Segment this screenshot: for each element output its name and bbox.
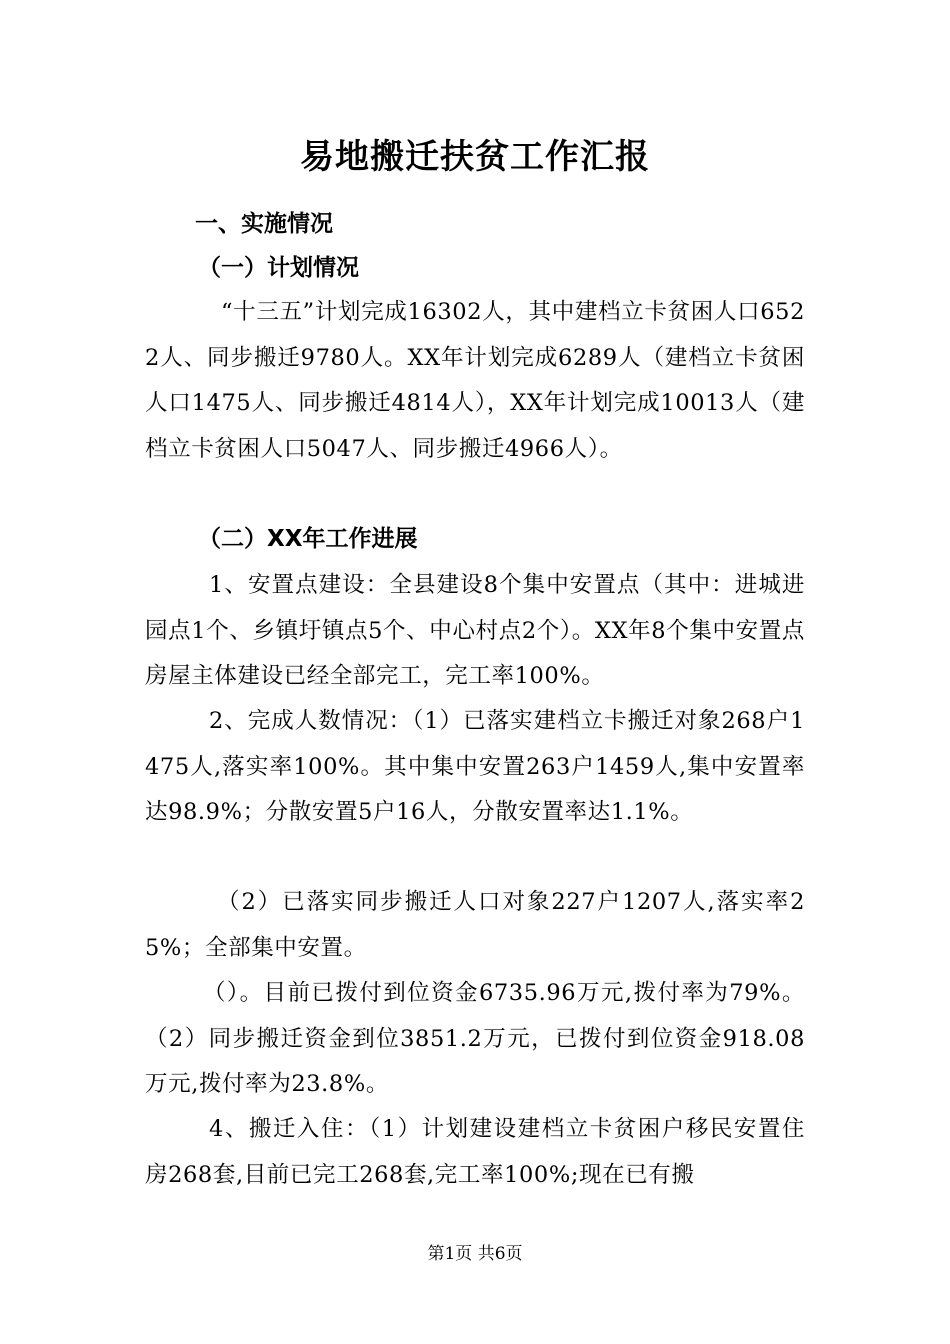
subsection-heading-progress: （二）XX年工作进展: [198, 526, 418, 552]
section-heading-implementation: 一、实施情况: [195, 211, 333, 237]
population-completion-paragraph: 2、完成人数情况：（1）已落实建档立卡搬迁对象268户1475人,落实率100%。其中集中安置263户1459人,集中安置率达98.9%；分散安置5户16人，分散安置率达1.1%。: [145, 708, 805, 825]
subsection-heading-plan: （一）计划情况: [198, 255, 359, 281]
synchronous-relocation-paragraph: （2）已落实同步搬迁人口对象227户1207人,落实率25%；全部集中安置。: [145, 889, 805, 961]
resettlement-site-paragraph: 1、安置点建设：全县建设8个集中安置点（其中：进城进园点1个、乡镇圩镇点5个、中心村点2个）。XX年8个集中安置点房屋主体建设已经全部完工，完工率100%。: [145, 572, 805, 689]
page-indicator: 第1页 共6页: [427, 1244, 523, 1264]
document-title: 易地搬迁扶贫工作汇报: [300, 137, 650, 177]
relocation-move-in-paragraph: 4、搬迁入住：（1）计划建设建档立卡贫困户移民安置住房268套,目前已完工268套,完工率100%;现在已有搬: [145, 1116, 805, 1188]
plan-paragraph: “十三五”计划完成16302人，其中建档立卡贫困人口6522人、同步搬迁9780人。XX年计划完成6289人（建档立卡贫困人口1475人、同步搬迁4814人），XX年计划完成10013人（建档立卡贫困人口5047人、同步搬迁4966人）。: [145, 299, 805, 462]
funding-paragraph: （）。目前已拨付到位资金6735.96万元,拨付率为79%。（2）同步搬迁资金到位3851.2万元，已拨付到位资金918.08万元,拨付率为23.8%。: [145, 980, 805, 1097]
